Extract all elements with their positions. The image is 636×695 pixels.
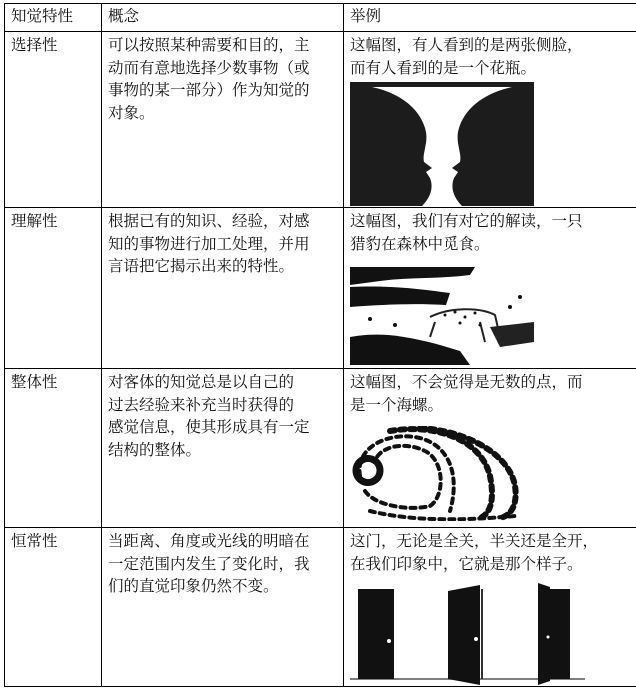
concept-cell: [102, 32, 344, 208]
example-line: 这幅图，我们有对它的解读，一只: [350, 212, 583, 230]
example-cell: [344, 528, 636, 687]
example-cell: [344, 208, 636, 369]
example-line: 猎豹在森林中觅食。: [350, 234, 490, 253]
concept-cell: [102, 208, 344, 369]
concept-line: 结构的整体。: [108, 440, 202, 459]
hidden-cheetah-image: [350, 267, 534, 365]
characteristic-name: 整体性: [5, 369, 102, 528]
face-vase-illusion-image: [350, 82, 534, 206]
header-concept: 概念: [102, 4, 344, 32]
table-header-row: [5, 4, 636, 32]
three-doors-image: [350, 581, 590, 685]
concept-line: 可以按照某种需要和目的，主: [108, 36, 310, 54]
example-line: 是一个海螺。: [350, 395, 444, 414]
table-row: [5, 528, 636, 687]
concept-line: 言语把它揭示出来的特性。: [108, 257, 295, 275]
table-row: [5, 32, 636, 208]
example-cell: [344, 369, 636, 528]
concept-line: 们的直觉印象仍然不变。: [108, 577, 279, 595]
concept-line: 根据已有的知识、经验，对感: [108, 212, 310, 230]
concept-line: 对象。: [108, 103, 155, 122]
concept-line: 动而有意地选择少数事物（或: [108, 58, 310, 77]
concept-line: 对客体的知觉总是以自己的: [108, 373, 295, 391]
example-cell: [344, 32, 636, 208]
concept-line: 感觉信息，使其形成具有一定: [108, 418, 310, 436]
header-characteristic: 知觉特性: [5, 4, 102, 32]
perception-table: [4, 3, 636, 687]
example-line: 而有人看到的是一个花瓶。: [350, 58, 537, 77]
table-row: [5, 208, 636, 369]
concept-cell: [102, 369, 344, 528]
concept-cell: [102, 528, 344, 687]
table-row: [5, 369, 636, 528]
dotted-shell-image: [350, 426, 525, 521]
characteristic-name: 恒常性: [5, 528, 102, 687]
concept-line: 知的事物进行加工处理，并用: [108, 234, 310, 253]
example-line: 这幅图，不会觉得是无数的点，而: [350, 373, 583, 391]
characteristic-name: 理解性: [5, 208, 102, 369]
example-line: 这门，无论是全关，半关还是全开，: [350, 532, 599, 550]
header-example: 举例: [344, 4, 636, 32]
example-line: 在我们印象中，它就是那个样子。: [350, 554, 583, 573]
concept-line: 一定范围内发生了变化时，我: [108, 554, 310, 573]
characteristic-name: 选择性: [5, 32, 102, 208]
concept-line: 事物的某一部分）作为知觉的: [108, 81, 310, 99]
example-line: 这幅图，有人看到的是两张侧脸，: [350, 36, 583, 54]
concept-line: 当距离、角度或光线的明暗在: [108, 532, 310, 550]
concept-line: 过去经验来补充当时获得的: [108, 395, 295, 414]
